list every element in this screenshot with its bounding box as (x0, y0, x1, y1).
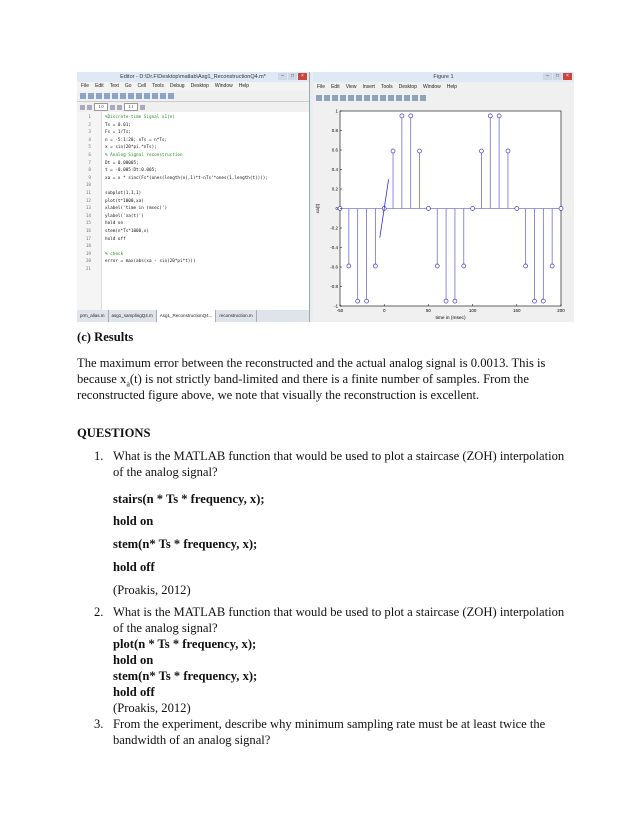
editor-tab[interactable]: asg1_samplingQ4.m (109, 310, 157, 322)
editor-menu-item-window[interactable]: Window (214, 83, 233, 89)
code-line[interactable] (77, 213, 144, 220)
paste-icon[interactable] (120, 93, 126, 99)
code-text: n = -5:1:20; nTs = n*Ts; (105, 137, 168, 143)
code-line[interactable] (77, 229, 149, 235)
figure-title-bar (313, 72, 574, 82)
line-number: 15 (85, 221, 91, 227)
line-number: 17 (85, 236, 91, 242)
line-number: 7 (88, 160, 91, 166)
code-text: hold on (105, 221, 124, 227)
stem-marker (426, 207, 430, 211)
editor-menu-item-help[interactable]: Help (238, 83, 250, 89)
cell-value-input-2[interactable]: 1.1 (124, 103, 138, 111)
stem-marker (541, 299, 545, 303)
stem-marker (550, 264, 554, 268)
editor-menu-item-debug[interactable]: Debug (169, 83, 185, 89)
line-number: 9 (88, 175, 91, 181)
code-line[interactable] (77, 244, 91, 250)
code-text: stem(n*Ts*1000,x) (105, 229, 149, 234)
code-line[interactable] (77, 236, 126, 243)
code-line[interactable] (77, 115, 175, 121)
results-paragraph-line-3: reconstructed figure above, we note that visually the reconstruction is excellent. (77, 388, 480, 402)
stem-marker (435, 264, 439, 268)
code-text: %Discrete-time Signal x1(n) (105, 115, 175, 120)
results-paragraph-line-2: because $x_a(t)$ is not strictly band-limited and there is a finite number of samples. From the (77, 372, 529, 389)
x-tick-label: 100 (468, 308, 477, 313)
x-tick-label: -50 (336, 308, 344, 313)
run-icon[interactable] (160, 93, 166, 99)
editor-tab[interactable]: reconstruction.m (216, 310, 256, 322)
legend-icon[interactable] (420, 95, 426, 101)
code-line[interactable] (77, 175, 268, 182)
editor-menu-item-cell[interactable]: Cell (137, 83, 147, 89)
question-2-line-1: What is the MATLAB function that would be used to plot a staircase (ZOH) interpolation (113, 605, 565, 619)
stem-marker (479, 149, 483, 153)
question-2-code-3: stem(n* Ts * frequency, x); (113, 669, 258, 683)
line-number: 8 (88, 168, 91, 174)
stem-marker (462, 264, 466, 268)
code-text: error = max(abs(xa - sin(20*pi*t))) (105, 259, 196, 265)
editor-menu-bar (77, 82, 309, 91)
pan-icon[interactable] (372, 95, 378, 101)
figure-menu-item-tools[interactable]: Tools (380, 84, 393, 90)
link-icon[interactable] (404, 95, 410, 101)
stem-marker (506, 149, 510, 153)
close-icon[interactable]: × (298, 73, 307, 80)
editor-title-bar (77, 72, 309, 82)
pointer-icon[interactable] (348, 95, 354, 101)
y-tick-label: 1 (335, 108, 338, 114)
stem-marker (347, 264, 351, 268)
code-line[interactable] (77, 221, 124, 227)
code-line[interactable] (77, 251, 124, 258)
stem-marker (391, 149, 395, 153)
stem-marker (365, 299, 369, 303)
code-line[interactable] (77, 122, 131, 129)
editor-menu-item-go[interactable]: Go (124, 83, 132, 89)
stem-marker (453, 299, 457, 303)
new-file-icon[interactable] (80, 93, 86, 99)
line-number: 16 (85, 229, 91, 234)
figure-menu-item-help[interactable]: Help (446, 84, 458, 90)
copy-icon[interactable] (112, 93, 118, 99)
code-text: subplot(1,1,1) (105, 191, 142, 196)
cell-plus-icon[interactable] (110, 105, 115, 110)
cell-minus-icon[interactable] (87, 105, 92, 110)
question-1-code-1: stairs(n * Ts * frequency, x); (113, 492, 265, 506)
maximize-icon[interactable]: □ (553, 73, 562, 80)
brush-icon[interactable] (396, 95, 402, 101)
question-1-line-2: of the analog signal? (113, 465, 218, 479)
line-number: 21 (85, 267, 91, 272)
line-number: 20 (85, 259, 91, 265)
code-line[interactable] (77, 153, 183, 159)
x-axis-label: time in (msec) (435, 316, 466, 321)
stem-marker (532, 299, 536, 303)
x-tick-label: 50 (425, 308, 431, 313)
cell-icon[interactable] (80, 105, 85, 110)
stem-marker (373, 264, 377, 268)
colorbar-icon[interactable] (412, 95, 418, 101)
open-icon[interactable] (324, 95, 330, 101)
question-3-number: 3. (94, 717, 104, 731)
code-line[interactable] (77, 145, 157, 151)
line-number: 12 (85, 198, 91, 204)
x-tick-label: 200 (557, 308, 565, 313)
line-number: 18 (85, 244, 91, 250)
figure-menu-item-view[interactable]: View (345, 84, 357, 90)
code-text: plot(t*1000,xa) (105, 198, 144, 204)
new-figure-icon[interactable] (316, 95, 322, 101)
stem-marker (515, 207, 519, 211)
figure-menu-bar (313, 82, 574, 92)
figure-title: Figure 1 (433, 74, 454, 80)
figure-window-controls (543, 73, 572, 80)
stem-marker (559, 207, 563, 211)
editor-title: Editor - D:\Dr.F\Desktop\matlab\Asg1_ReconstructionQ4.m* (120, 74, 266, 80)
code-line[interactable] (77, 198, 144, 205)
data-cursor-icon[interactable] (388, 95, 394, 101)
code-line[interactable] (77, 168, 157, 174)
save-icon[interactable] (332, 95, 338, 101)
embedded-screenshot (77, 72, 574, 322)
stem-marker (524, 264, 528, 268)
code-line[interactable] (77, 191, 142, 197)
questions-heading: QUESTIONS (77, 426, 151, 440)
code-text: Ts = 0.01; (105, 122, 131, 128)
line-number: 2 (88, 122, 91, 128)
y-tick-label: 0.6 (331, 147, 338, 153)
stem-marker (418, 149, 422, 153)
results-heading: (c) Results (77, 330, 134, 344)
stem-marker (497, 114, 501, 118)
editor-menu-item-desktop[interactable]: Desktop (190, 83, 209, 89)
figure-menu-item-file[interactable]: File (317, 84, 326, 90)
editor-tab-bar (77, 310, 309, 322)
editor-toolbar (77, 91, 309, 102)
stem-marker (409, 114, 413, 118)
question-3-line-1: From the experiment, describe why minimum sampling rate must be at least twice the (113, 717, 546, 731)
breakpoint-icon[interactable] (168, 93, 174, 99)
y-tick-label: -0.8 (330, 284, 338, 289)
line-number: 6 (88, 153, 91, 158)
code-text: Fs = 1/Ts; (105, 130, 131, 136)
code-line[interactable] (77, 183, 91, 189)
question-2-code-2: hold on (113, 653, 154, 667)
question-1-code-3: stem(n* Ts * frequency, x); (113, 537, 258, 551)
editor-menu-item-edit[interactable]: Edit (95, 83, 104, 89)
save-icon[interactable] (96, 93, 102, 99)
x-tick-label: 150 (513, 308, 521, 313)
cell-value-input[interactable]: 1.0 (94, 103, 108, 111)
question-3-line-2: bandwidth of an analog signal? (113, 733, 271, 747)
x-tick-label: 0 (382, 308, 386, 313)
find-icon[interactable] (152, 93, 158, 99)
stem-marker (444, 299, 448, 303)
question-2-code-4: hold off (113, 685, 155, 699)
code-text: ylabel('xa(t)') (105, 213, 144, 219)
y-tick-label: 0.8 (331, 128, 338, 133)
code-text: x = sin(20*pi.*nTs); (105, 145, 157, 151)
editor-menu-item-text[interactable]: Text (109, 83, 119, 89)
close-icon[interactable]: × (563, 73, 572, 80)
stem-marker (488, 114, 492, 118)
line-number: 13 (85, 206, 91, 212)
line-number: 1 (88, 115, 91, 120)
figure-menu-item-desktop[interactable]: Desktop (398, 84, 417, 90)
question-2-code-1: plot(n * Ts * frequency, x); (113, 637, 257, 651)
cut-icon[interactable] (104, 93, 110, 99)
stem-marker (356, 299, 360, 303)
editor-window-controls (278, 73, 307, 80)
code-text: t = -0.005:Dt:0.005; (105, 168, 157, 174)
question-1-number: 1. (94, 449, 104, 463)
print-icon[interactable] (340, 95, 346, 101)
editor-menu-item-file[interactable]: File (81, 83, 90, 89)
open-file-icon[interactable] (88, 93, 94, 99)
question-2-number: 2. (94, 605, 104, 619)
line-number: 4 (88, 137, 91, 143)
redo-icon[interactable] (136, 93, 142, 99)
code-line[interactable] (77, 267, 91, 273)
question-1-code-4: hold off (113, 560, 155, 574)
undo-icon[interactable] (128, 93, 134, 99)
question-2-line-2: of the analog signal? (113, 621, 218, 635)
question-1-line-1: What is the MATLAB function that would be used to plot a staircase (ZOH) interpolation (113, 449, 565, 463)
y-tick-label: 0.2 (331, 186, 338, 192)
code-text: xa = x * sinc(Fs*(ones(length(n),1)*t-nTs'*ones(1,length(t)))); (105, 175, 268, 181)
y-tick-label: 0.4 (331, 167, 338, 172)
line-number: 3 (88, 130, 91, 136)
code-text: % check (105, 251, 124, 257)
code-area[interactable] (77, 112, 309, 310)
line-number: 19 (85, 251, 91, 257)
results-paragraph-line-1: The maximum error between the reconstructed and the actual analog signal is 0.0013. This is (77, 356, 546, 370)
code-text: xlabel('time in (msec)') (105, 206, 168, 212)
figure-menu-item-insert[interactable]: Insert (362, 84, 375, 90)
question-1-reference: (Proakis, 2012) (113, 583, 191, 597)
code-text: % Analog Signal reconstruction (105, 153, 183, 158)
code-line[interactable] (77, 130, 131, 136)
matlab-editor-window (77, 72, 310, 322)
question-2-reference: (Proakis, 2012) (113, 701, 191, 715)
y-tick-label: -0.2 (330, 225, 338, 231)
figure-menu-item-window[interactable]: Window (422, 84, 441, 90)
minimize-icon[interactable]: – (543, 73, 552, 80)
line-number: 10 (85, 183, 91, 189)
line-number: 11 (85, 191, 91, 196)
code-line[interactable] (77, 206, 168, 212)
zoom-out-icon[interactable] (364, 95, 370, 101)
code-line[interactable] (77, 259, 196, 265)
print-icon[interactable] (144, 93, 150, 99)
y-tick-label: -1 (333, 303, 338, 309)
editor-menu-item-tools[interactable]: Tools (152, 83, 164, 89)
stem-marker (471, 207, 475, 211)
code-text: hold off (105, 236, 126, 242)
rotate-icon[interactable] (380, 95, 386, 101)
y-tick-label: -0.6 (330, 264, 338, 270)
line-number: 5 (88, 145, 91, 151)
stem-marker (400, 114, 404, 118)
y-tick-label: -0.4 (330, 245, 338, 250)
stem-plot (313, 103, 574, 322)
minimize-icon[interactable]: – (278, 73, 287, 80)
question-1-code-2: hold on (113, 514, 154, 528)
line-number: 14 (85, 213, 91, 219)
code-line[interactable] (77, 137, 168, 144)
maximize-icon[interactable]: □ (288, 73, 297, 80)
cell-multiply-icon[interactable] (140, 105, 145, 110)
figure-menu-item-edit[interactable]: Edit (331, 84, 340, 90)
y-axis-label: xa(t) (316, 203, 321, 214)
code-text: Dt = 0.00005; (105, 160, 139, 166)
matlab-figure-window (313, 72, 574, 322)
code-line[interactable] (77, 160, 139, 167)
editor-tab[interactable]: Asg1_ReconstructionQ4... (157, 310, 217, 322)
editor-tab[interactable]: prm_alias.m (77, 310, 109, 322)
y-tick-label: 0 (335, 206, 338, 211)
zoom-in-icon[interactable] (356, 95, 362, 101)
cell-divide-icon[interactable] (117, 105, 122, 110)
